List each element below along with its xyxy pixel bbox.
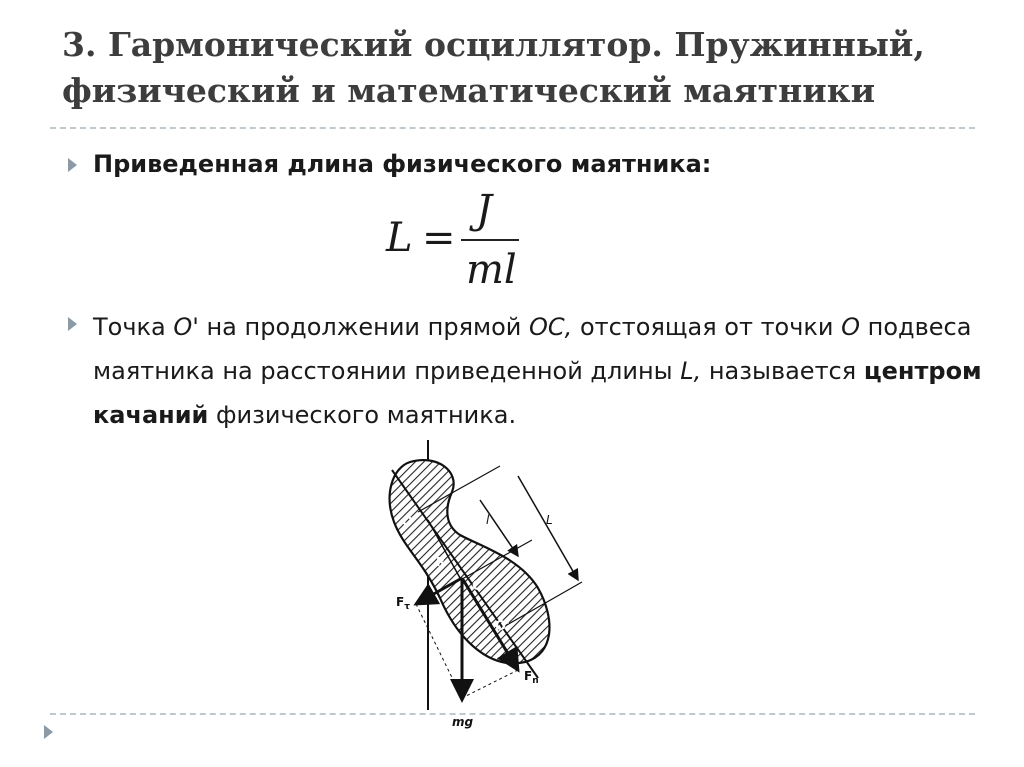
text-segment: Точка (93, 313, 174, 341)
physical-pendulum-diagram (360, 440, 600, 740)
label-l-small: l (486, 513, 490, 527)
formula-equals: = (422, 215, 456, 261)
term-center-of-oscillation: центром качаний (93, 357, 982, 429)
label-mg: mg (452, 715, 474, 729)
text-segment: подвеса маятника на расстоянии приведенной длины (93, 313, 972, 385)
point-o-prime: O' (173, 313, 199, 341)
label-r: R (436, 555, 446, 569)
label-o: O (402, 515, 414, 530)
formula-denominator: ml (466, 247, 517, 293)
fraction-bar (461, 239, 519, 241)
L-dimension (518, 476, 578, 580)
title-separator (50, 127, 975, 129)
footer-arrow-icon (44, 725, 53, 739)
label-o-prime: O' (495, 619, 511, 634)
label-l-large: L (546, 513, 553, 527)
label-c: C (472, 579, 482, 594)
line-oc: OC, (529, 313, 573, 341)
label-f-tau: $F_\tau$ (396, 595, 410, 612)
slide-title: 3. Гармонический осциллятор. Пружинный, физический и математический маятники (62, 25, 925, 110)
text-segment: отстоящая от точки (572, 313, 842, 341)
formula-lhs: L (386, 215, 413, 261)
bullet-center-of-oscillation (93, 305, 983, 437)
text-segment: на продолжении прямой (198, 313, 530, 341)
footer-separator (50, 713, 975, 715)
length-l: L, (680, 357, 702, 385)
reduced-length-formula (386, 185, 546, 295)
text-segment: физического маятника. (208, 401, 517, 429)
bullet-arrow-icon (68, 317, 77, 331)
projection-line (462, 670, 518, 698)
formula-numerator: J (476, 187, 493, 233)
label-f-n: $F_n$ (524, 669, 539, 686)
pendulum-body (390, 460, 550, 663)
point-o: O (841, 313, 861, 341)
bullet-reduced-length: Приведенная длина физического маятника: (93, 150, 712, 178)
text-segment: называется (701, 357, 864, 385)
bullet-arrow-icon (68, 158, 77, 172)
